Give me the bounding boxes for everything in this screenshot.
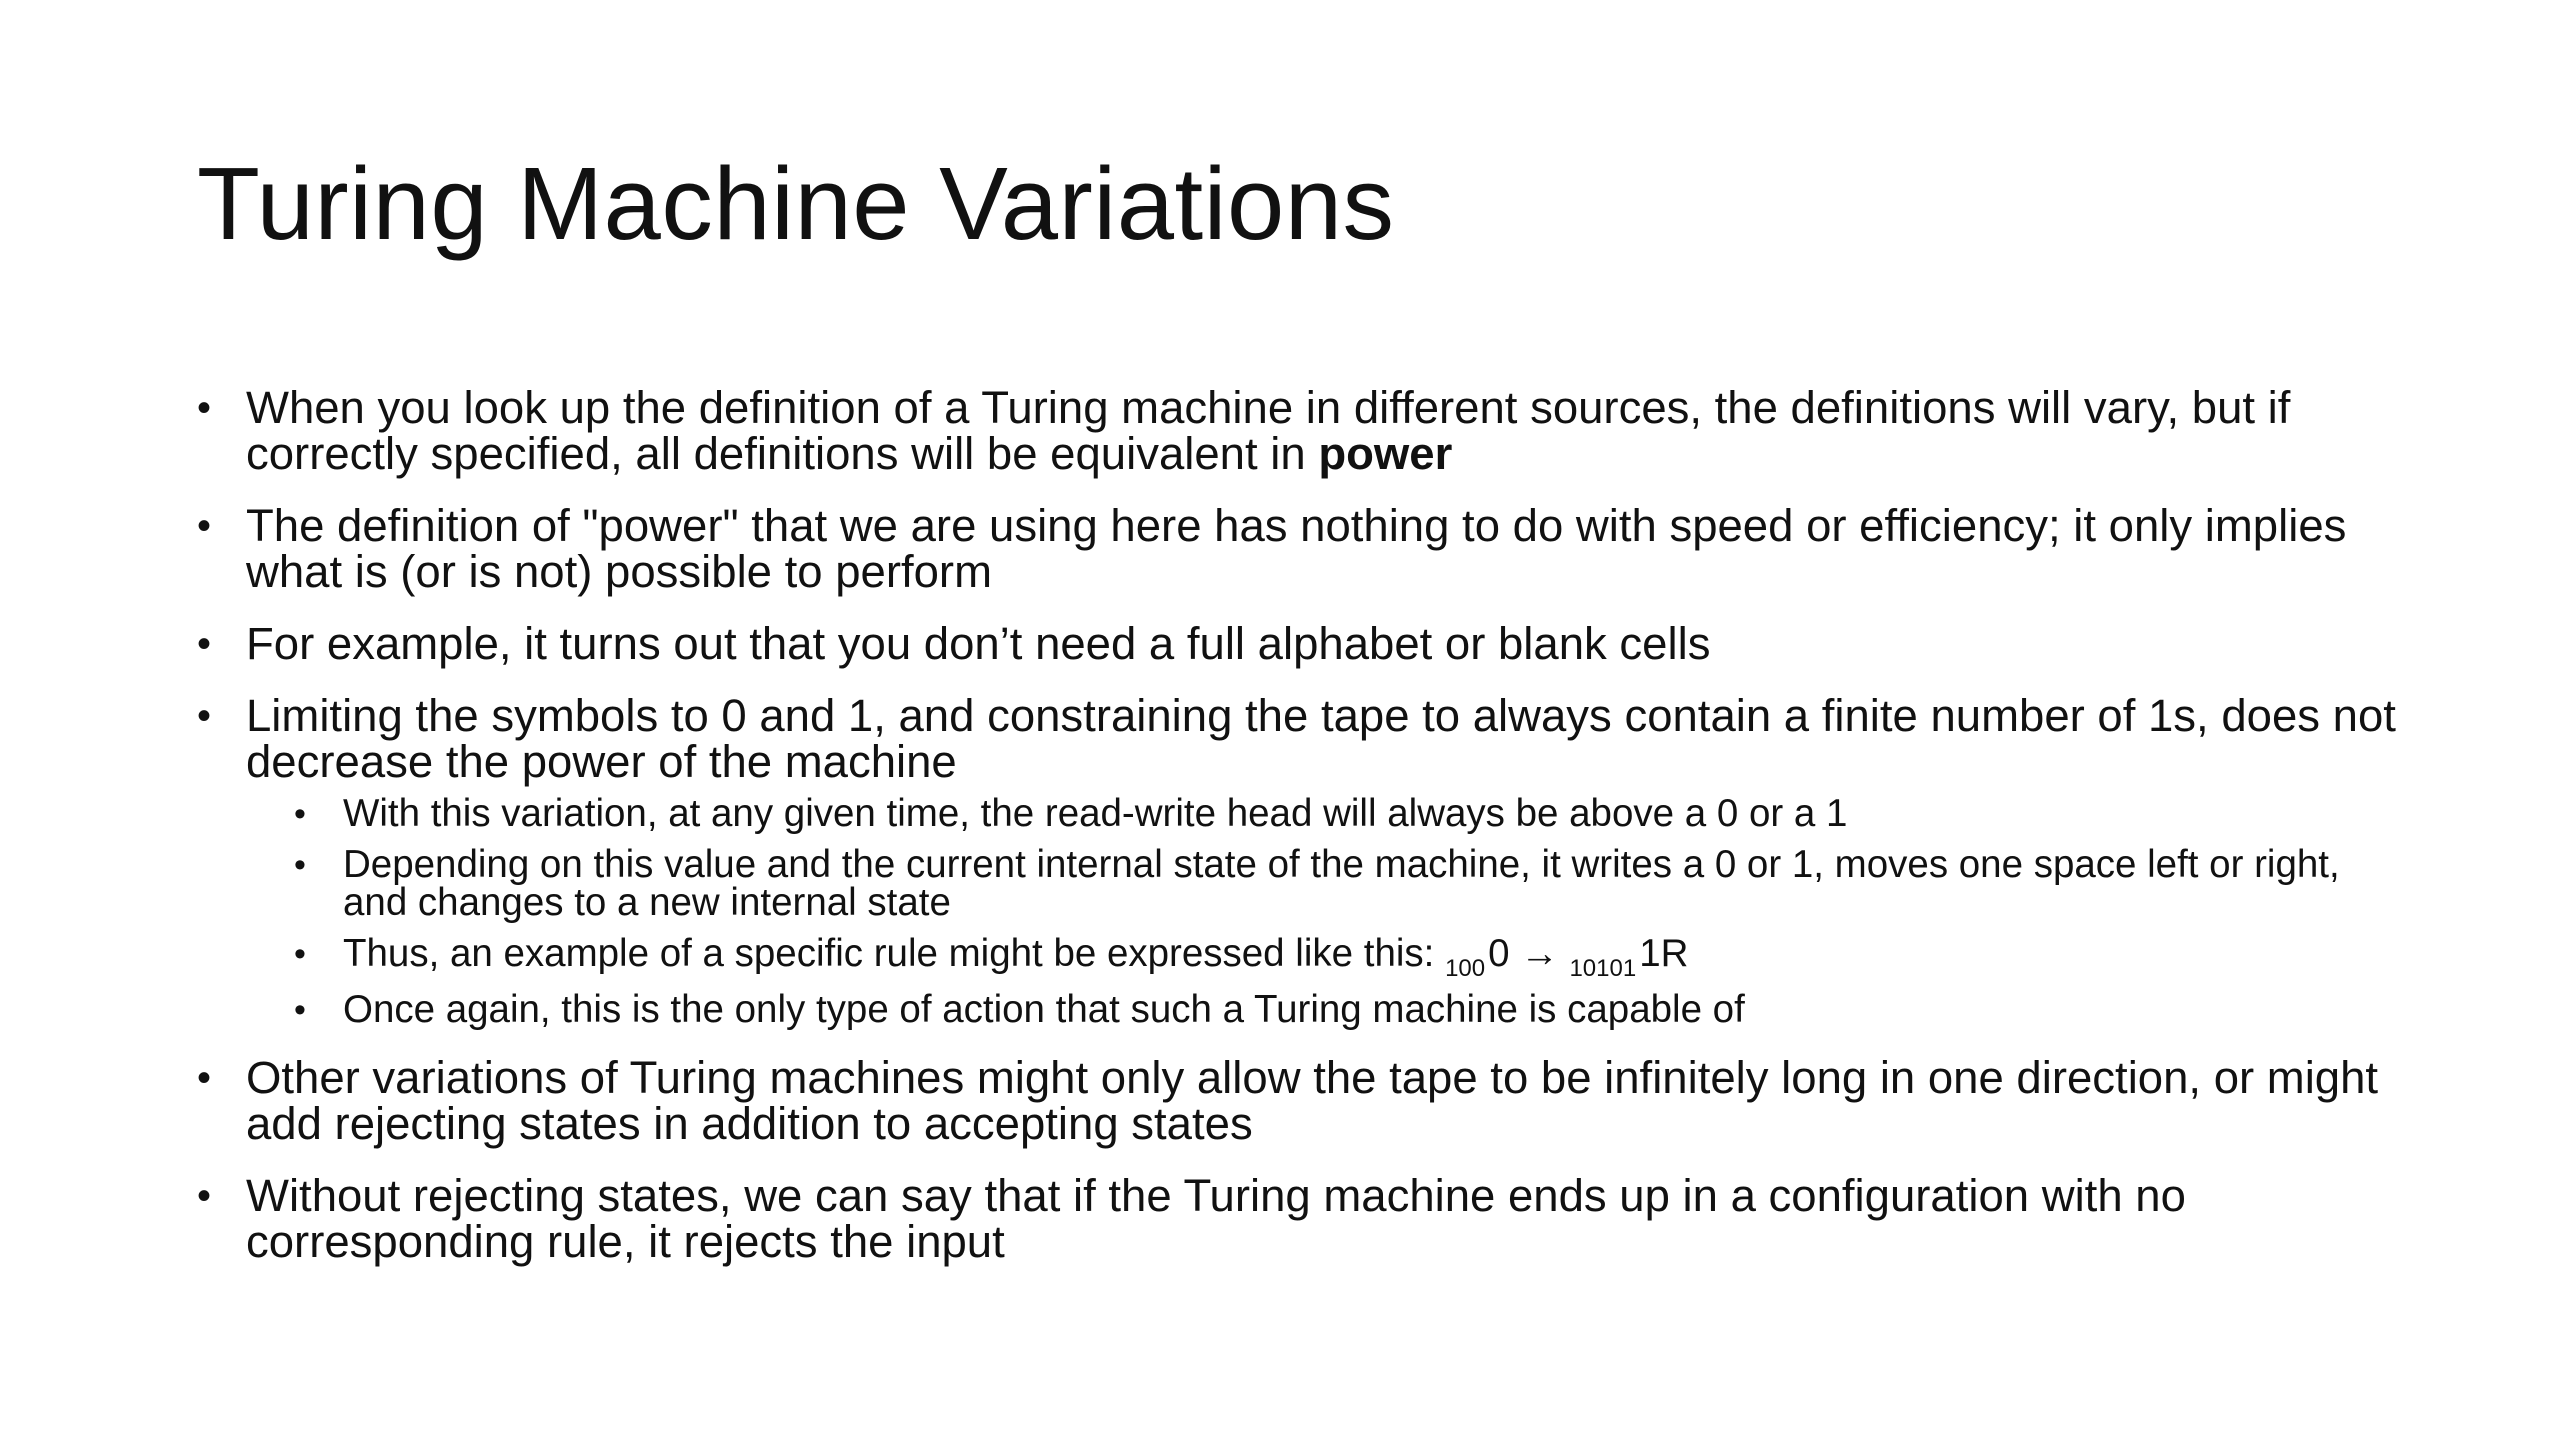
rule-from-state: 100 [1445,955,1486,982]
slide-title: Turing Machine Variations [197,146,1395,261]
bullet-text: Without rejecting states, we can say that if the Turing machine ends up in a configuration with no corresponding rule, it rejects the input [246,1170,2186,1267]
rule-arrow: → [1520,932,1559,975]
rule-write-move: 1R [1639,932,1689,975]
sub-bullet-item [294,988,2412,1031]
sub-bullet-item [294,843,2412,924]
bullet-bold-text: power [1318,428,1453,479]
sub-bullet-item [294,932,2412,982]
bullet-item [197,500,2412,597]
sub-bullet-text: Depending on this value and the current internal state of the machine, it writes a 0 or 1, moves one space left or right, and changes to a new internal state [343,843,2340,924]
sub-bullet-item [294,792,2412,835]
bullet-item [197,382,2412,479]
sub-bullet-list [246,792,2412,1031]
sub-bullet-text: Thus, an example of a specific rule might be expressed like this: [343,932,1446,975]
rule-to-state: 10101 [1569,955,1637,982]
bullet-text: The definition of "power" that we are using here has nothing to do with speed or efficiency; it only implies what is (or is not) possible to perform [246,500,2347,597]
bullet-text: Limiting the symbols to 0 and 1, and constraining the tape to always contain a finite number of 1s, does not decrease the power of the machine [246,690,2396,787]
sub-bullet-text: Once again, this is the only type of action that such a Turing machine is capable of [343,988,1745,1031]
bullet-item [197,1170,2412,1267]
bullet-item [197,690,2412,1031]
bullet-item [197,1052,2412,1149]
bullet-list [197,382,2412,1291]
bullet-text: Other variations of Turing machines might only allow the tape to be infinitely long in one direction, or might add rejecting states in addition to accepting states [246,1052,2379,1149]
bullet-text: When you look up the definition of a Turing machine in different sources, the definitions will vary, but if correctly specified, all definitions will be equivalent in [246,382,2291,479]
bullet-item [197,618,2412,669]
bullet-text: For example, it turns out that you don’t need a full alphabet or blank cells [246,618,1711,669]
rule-read-symbol: 0 [1488,932,1510,975]
sub-bullet-text: With this variation, at any given time, the read-write head will always be above a 0 or a 1 [343,792,1848,835]
